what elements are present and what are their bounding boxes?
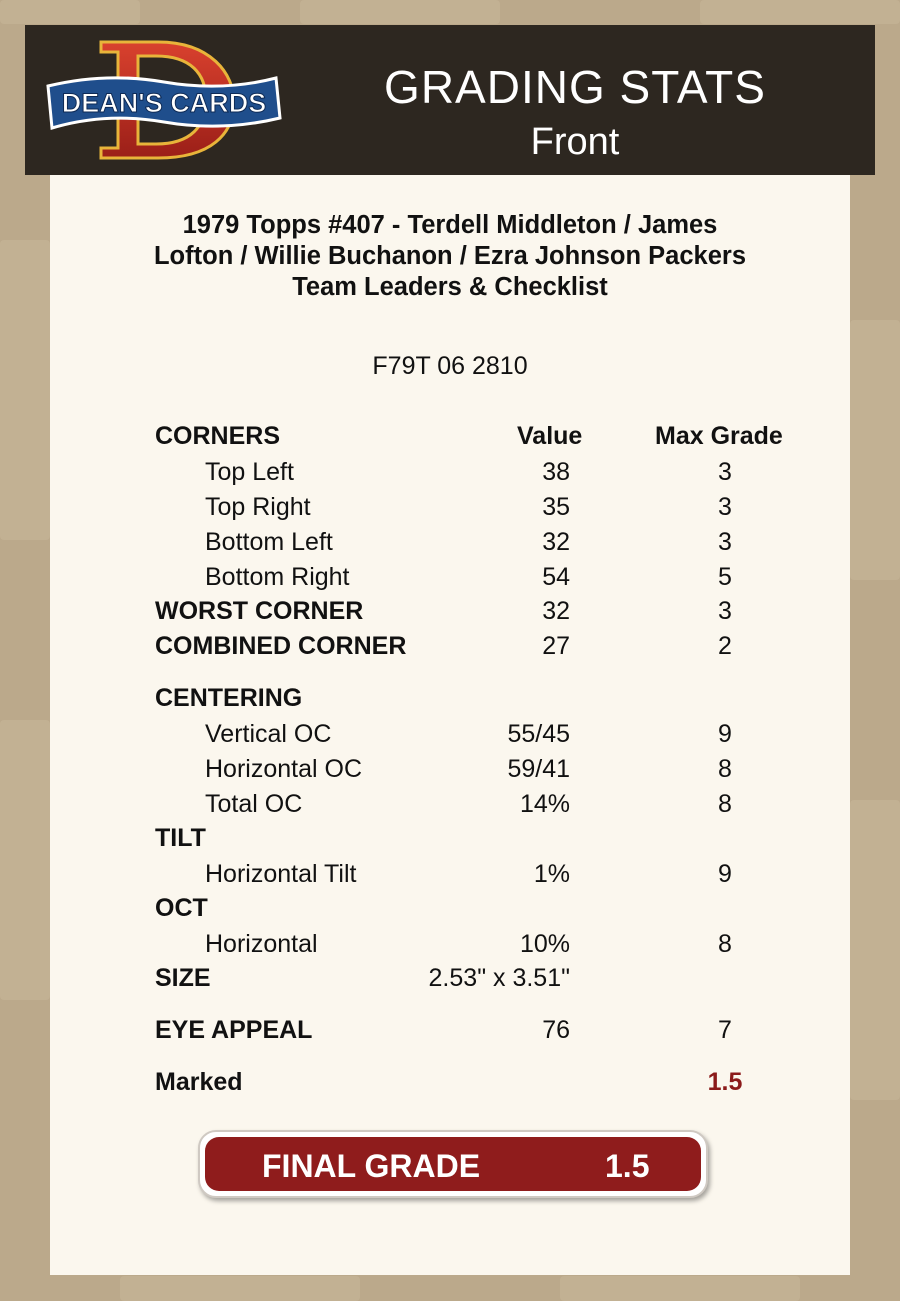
stat-label: Bottom Right bbox=[205, 563, 350, 591]
stat-row-horizontal-oc bbox=[0, 755, 900, 789]
stat-label: WORST CORNER bbox=[155, 597, 364, 625]
stat-value: 1% bbox=[533, 860, 570, 888]
stat-value: 54 bbox=[542, 563, 570, 591]
stat-label: SIZE bbox=[155, 964, 211, 992]
final-grade-label: FINAL GRADE bbox=[262, 1148, 481, 1184]
stat-label: Horizontal bbox=[205, 930, 318, 958]
stat-row-bottom-left bbox=[0, 528, 900, 562]
stat-row-vertical-oc bbox=[0, 720, 900, 754]
corners-label: CORNERS bbox=[155, 422, 281, 450]
page-subtitle: Front bbox=[530, 121, 620, 163]
stat-row-total-oc bbox=[0, 790, 900, 824]
stat-row-worst-corner bbox=[0, 597, 900, 631]
stat-max-grade: 3 bbox=[718, 528, 732, 556]
stat-row-size bbox=[0, 964, 900, 998]
card-title-line-1: 1979 Topps #407 - Terdell Middleton / James bbox=[182, 211, 718, 239]
centering-label: CENTERING bbox=[155, 684, 303, 712]
stat-value: 35 bbox=[542, 493, 570, 521]
stat-label: Vertical OC bbox=[205, 720, 332, 748]
stat-max-grade: 7 bbox=[718, 1016, 732, 1044]
stat-value: 10% bbox=[519, 930, 570, 958]
card-title-line-3: Team Leaders & Checklist bbox=[292, 273, 608, 301]
stat-value: 27 bbox=[542, 632, 570, 660]
oct-label: OCT bbox=[155, 894, 208, 922]
stat-label: Top Right bbox=[205, 493, 311, 521]
stat-label: Bottom Left bbox=[205, 528, 333, 556]
final-grade-bar bbox=[205, 1137, 701, 1191]
stat-value: 32 bbox=[542, 597, 570, 625]
stat-label: COMBINED CORNER bbox=[155, 632, 407, 660]
stat-value: 38 bbox=[542, 458, 570, 486]
stat-row-horizontal-tilt bbox=[0, 860, 900, 894]
stat-max-grade: 8 bbox=[718, 790, 732, 818]
stat-max-grade: 2 bbox=[718, 632, 732, 660]
marked-grade: 1.5 bbox=[707, 1068, 743, 1096]
stat-value: 76 bbox=[542, 1016, 570, 1044]
stat-value: 55/45 bbox=[507, 720, 570, 748]
stat-label: Marked bbox=[155, 1068, 243, 1096]
page-title: GRADING STATS bbox=[384, 61, 766, 113]
stat-value: 32 bbox=[542, 528, 570, 556]
stat-max-grade: 8 bbox=[718, 755, 732, 783]
deans-cards-logo bbox=[46, 38, 282, 164]
stat-row-top-right bbox=[0, 493, 900, 527]
stat-max-grade: 3 bbox=[718, 493, 732, 521]
tilt-label: TILT bbox=[155, 824, 206, 852]
stat-row-oct-horizontal bbox=[0, 930, 900, 964]
stat-value: 14% bbox=[519, 790, 570, 818]
centering-header-row bbox=[0, 684, 900, 718]
stat-row-top-left bbox=[0, 458, 900, 492]
stat-max-grade: 3 bbox=[718, 597, 732, 625]
stat-row-bottom-right bbox=[0, 563, 900, 597]
cert-number: F79T 06 2810 bbox=[372, 352, 528, 380]
stat-label: Total OC bbox=[205, 790, 303, 818]
stat-row-combined-corner bbox=[0, 632, 900, 666]
stat-label: Horizontal OC bbox=[205, 755, 362, 783]
corners-header-row bbox=[0, 422, 900, 456]
stat-label: EYE APPEAL bbox=[155, 1016, 313, 1044]
tilt-header-row bbox=[0, 824, 900, 858]
stat-row-marked bbox=[0, 1068, 900, 1102]
stat-max-grade: 9 bbox=[718, 860, 732, 888]
card-title bbox=[0, 210, 900, 303]
max-grade-column-header: Max Grade bbox=[655, 422, 783, 450]
stat-max-grade: 8 bbox=[718, 930, 732, 958]
final-grade-value: 1.5 bbox=[605, 1148, 650, 1184]
stat-value: 2.53" x 3.51" bbox=[428, 964, 570, 992]
stat-max-grade: 5 bbox=[718, 563, 732, 591]
stat-label: Horizontal Tilt bbox=[205, 860, 357, 888]
value-column-header: Value bbox=[517, 422, 583, 450]
stat-max-grade: 3 bbox=[718, 458, 732, 486]
stat-max-grade: 9 bbox=[718, 720, 732, 748]
stat-row-eye-appeal bbox=[0, 1016, 900, 1050]
logo-text: DEAN'S CARDS bbox=[61, 88, 267, 118]
oct-header-row bbox=[0, 894, 900, 928]
stat-value: 59/41 bbox=[507, 755, 570, 783]
stat-label: Top Left bbox=[205, 458, 294, 486]
card-title-line-2: Lofton / Willie Buchanon / Ezra Johnson Packers bbox=[153, 242, 747, 270]
final-grade-badge bbox=[198, 1130, 708, 1198]
